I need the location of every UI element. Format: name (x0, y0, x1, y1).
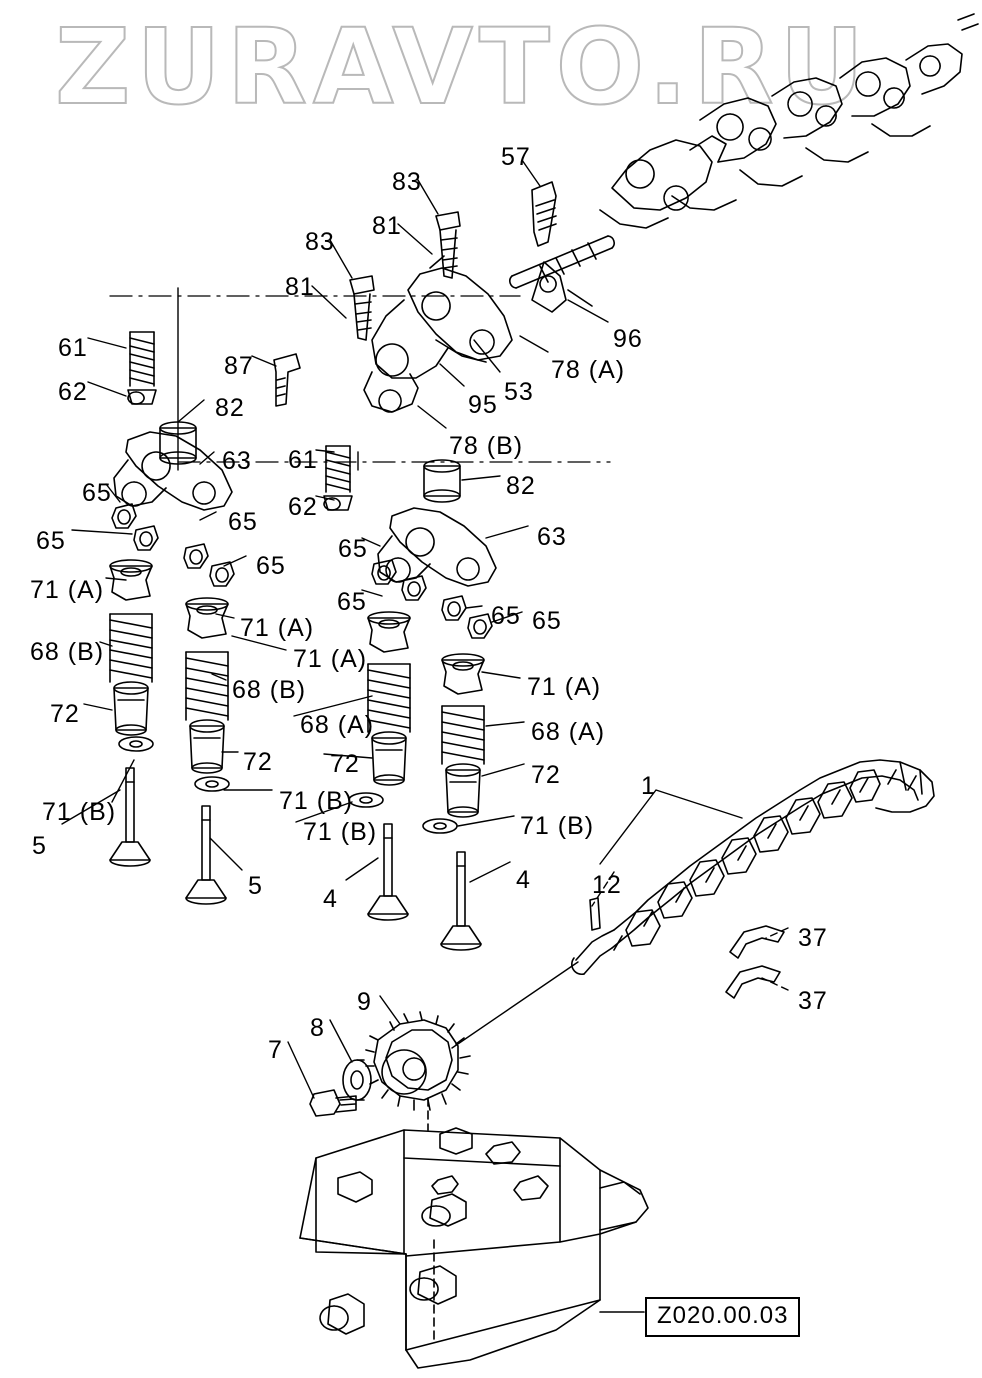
callout-label: 65 (491, 602, 521, 630)
camshaft-gear-9 (366, 1012, 470, 1110)
retainer-71A-2 (186, 598, 228, 638)
callout-label: 37 (798, 924, 828, 952)
callout-label: 65 (36, 527, 66, 555)
callout-label: 72 (50, 700, 80, 728)
callout-label: 83 (305, 228, 335, 256)
washer-71B-4 (423, 819, 457, 833)
callout-label: 12 (592, 871, 622, 899)
valve-spring-68A-3 (368, 664, 410, 732)
callout-label: 37 (798, 987, 828, 1015)
callout-label: 65 (337, 588, 367, 616)
callout-label: 82 (215, 394, 245, 422)
fastener-83-81-lower (350, 276, 374, 340)
callout-label: 1 (641, 772, 656, 800)
valve-spring-68A-4 (442, 706, 484, 764)
rocker-arm-group-upper (600, 14, 978, 228)
watermark-text: ZURAVTO.RU (55, 6, 870, 128)
valve-spring-68B-2 (186, 652, 228, 720)
part-number-box: Z020.00.03 (645, 1297, 800, 1337)
key-12 (590, 898, 600, 930)
valve-5-2 (186, 806, 226, 904)
callout-label: 81 (285, 273, 315, 301)
callout-label: 7 (268, 1036, 283, 1064)
callout-label: 82 (506, 472, 536, 500)
callout-label: 63 (537, 523, 567, 551)
rocker-arm-53 (364, 256, 512, 412)
callout-label: 95 (468, 391, 498, 419)
callout-label: 57 (501, 143, 531, 171)
callout-label: 53 (504, 378, 534, 406)
callout-label: 63 (222, 447, 252, 475)
callout-label: 68 (B) (232, 676, 307, 704)
leader-bracket-1 (600, 790, 742, 864)
callout-label: 96 (613, 325, 643, 353)
callout-label: 71 (B) (42, 798, 117, 826)
callout-label: 65 (228, 508, 258, 536)
fastener-87 (274, 354, 300, 406)
spring-61-centre (324, 446, 352, 510)
spring-61-left (128, 332, 156, 404)
callout-leaders (62, 160, 788, 1098)
callout-label: 8 (310, 1014, 325, 1042)
callout-label: 71 (A) (293, 645, 368, 673)
washer-71B-left (119, 737, 153, 751)
bearing-shell-37-upper (730, 926, 784, 958)
callout-label: 65 (338, 535, 368, 563)
callout-label: 68 (A) (300, 711, 375, 739)
callout-label: 71 (B) (520, 812, 595, 840)
callout-label: 71 (B) (279, 787, 354, 815)
callout-label: 65 (532, 607, 562, 635)
washer-71B-3 (349, 793, 383, 807)
rocker-arm-63-left (114, 432, 232, 510)
callout-label: 5 (248, 872, 263, 900)
callout-label: 9 (357, 988, 372, 1016)
callout-label: 68 (B) (30, 638, 105, 666)
callout-label: 65 (256, 552, 286, 580)
retainer-71A-3 (368, 612, 410, 652)
callout-label: 71 (A) (30, 576, 105, 604)
bolt-7 (310, 1090, 356, 1116)
rocker-arm-63-right (378, 508, 496, 586)
leader-brackets (178, 288, 358, 470)
callout-label: 83 (392, 168, 422, 196)
valve-seal-72-left (114, 682, 148, 735)
callout-label: 78 (A) (551, 356, 626, 384)
bushing-82-centre (424, 460, 460, 502)
callout-label: 71 (A) (240, 614, 315, 642)
fastener-57 (532, 182, 556, 246)
gear-axis-line (452, 962, 578, 1048)
callout-label: 72 (243, 748, 273, 776)
valve-seal-72-3 (372, 732, 406, 785)
valve-clip-65-left (112, 504, 234, 586)
rocker-shaft (510, 236, 614, 312)
callout-label: 72 (531, 761, 561, 789)
callout-label: 71 (A) (527, 673, 602, 701)
callout-label: 78 (B) (449, 432, 524, 460)
callout-label: 4 (323, 885, 338, 913)
callout-label: 71 (B) (303, 818, 378, 846)
valve-4-4 (441, 852, 481, 950)
callout-label: 61 (58, 334, 88, 362)
callout-label: 62 (58, 378, 88, 406)
washer-71B-2 (195, 777, 229, 791)
callout-label: 68 (A) (531, 718, 606, 746)
callout-label: 72 (330, 750, 360, 778)
washer-8 (343, 1060, 371, 1100)
callout-label: 65 (82, 479, 112, 507)
callout-label: 62 (288, 493, 318, 521)
callout-label: 4 (516, 866, 531, 894)
retainer-71A-4 (442, 654, 484, 694)
valve-spring-68B-left (110, 614, 152, 682)
valve-seal-72-2 (190, 720, 224, 773)
retainer-71A-left (110, 560, 152, 600)
callout-label: 81 (372, 212, 402, 240)
callout-label: 61 (288, 446, 318, 474)
cylinder-block (300, 1098, 648, 1368)
valve-clip-65-right (372, 560, 492, 638)
callout-label: 87 (224, 352, 254, 380)
valve-seal-72-4 (446, 764, 480, 817)
callout-label: 5 (32, 832, 47, 860)
